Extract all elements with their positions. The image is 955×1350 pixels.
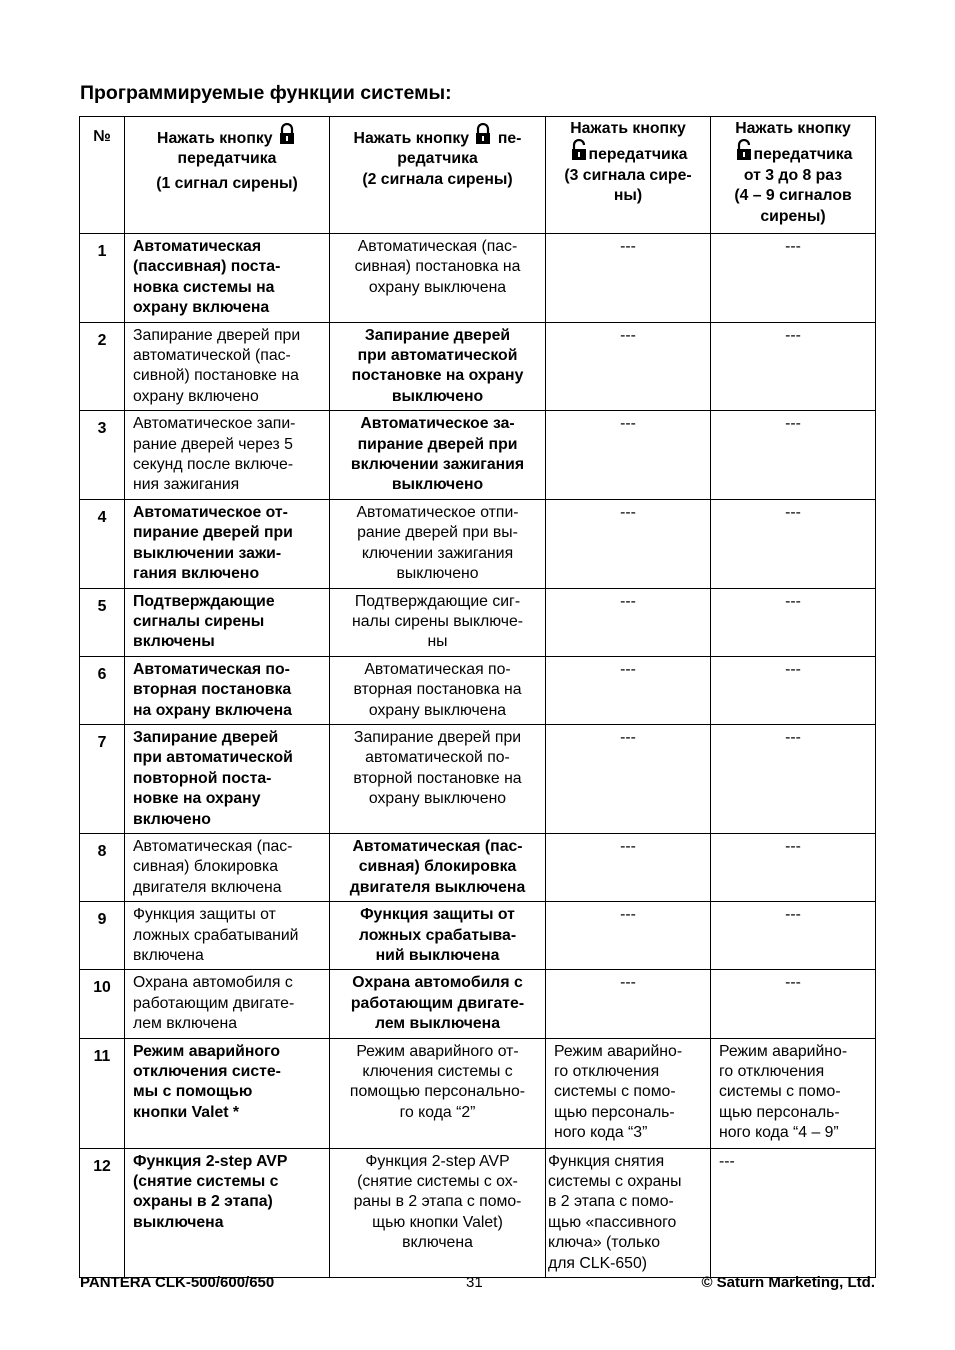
row-number: 3 (80, 411, 125, 500)
header-num: № (80, 117, 125, 234)
cell-two-signals: Автоматическое отпи- рание дверей при вы- ключении зажигания выключено (330, 499, 546, 588)
cell-four-nine-signals: --- (711, 833, 876, 901)
row-number: 6 (80, 656, 125, 724)
cell-four-nine-signals: --- (711, 322, 876, 411)
cell-one-signal: Запирание дверей при автоматической повторной поста- новке на охрану включено (125, 724, 330, 833)
header-col4: Нажать кнопку передатчика от 3 до 8 раз (4 – 9 сигналов сирены) (711, 117, 876, 234)
table-row (80, 499, 876, 588)
table-row (80, 588, 876, 656)
cell-one-signal: Функция 2-step AVP (снятие системы с охраны в 2 этапа) выключена (125, 1148, 330, 1277)
cell-three-signals: --- (546, 499, 711, 588)
page-number: 31 (466, 1274, 483, 1291)
row-number: 2 (80, 322, 125, 411)
cell-two-signals: Подтверждающие сиг- налы сирены выключе- ны (330, 588, 546, 656)
cell-three-signals: Режим аварийно- го отключения системы с помо- щью персональ- ного кода “3” (546, 1038, 711, 1148)
cell-two-signals: Охрана автомобиля с работающим двигате- лем выключена (330, 970, 546, 1038)
table-row (80, 1038, 876, 1148)
cell-two-signals: Автоматическая (пас- сивная) постановка на охрану выключена (330, 234, 546, 323)
cell-one-signal: Автоматическая по- вторная постановка на охрану включена (125, 656, 330, 724)
table-row (80, 411, 876, 500)
row-number: 10 (80, 970, 125, 1038)
cell-one-signal: Функция защиты от ложных срабатываний включена (125, 902, 330, 970)
table-row (80, 322, 876, 411)
cell-four-nine-signals: --- (711, 411, 876, 500)
cell-two-signals: Режим аварийного от- ключения системы с помощью персонально- го кода “2” (330, 1038, 546, 1148)
row-number: 12 (80, 1148, 125, 1277)
cell-three-signals: --- (546, 724, 711, 833)
table-row (80, 656, 876, 724)
cell-four-nine-signals: --- (711, 970, 876, 1038)
footer-product: PANTERA CLK-500/600/650 (80, 1274, 275, 1291)
table-row (80, 234, 876, 323)
cell-four-nine-signals: --- (711, 656, 876, 724)
row-number: 9 (80, 902, 125, 970)
lock-open-icon (736, 139, 752, 161)
header-col1: Нажать кнопку передатчика (1 сигнал сирены) (125, 117, 330, 234)
cell-four-nine-signals: --- (711, 1148, 876, 1277)
lock-closed-icon (475, 123, 491, 145)
page-title: Программируемые функции системы: (80, 82, 452, 104)
lock-closed-icon (279, 123, 295, 145)
cell-three-signals: --- (546, 234, 711, 323)
cell-four-nine-signals: --- (711, 724, 876, 833)
table-row (80, 902, 876, 970)
cell-four-nine-signals: --- (711, 588, 876, 656)
cell-one-signal: Автоматическое от- пирание дверей при выключении зажи- гания включено (125, 499, 330, 588)
cell-four-nine-signals: --- (711, 234, 876, 323)
cell-two-signals: Запирание дверей при автоматической постановке на охрану выключено (330, 322, 546, 411)
footer-copyright: © Saturn Marketing, Ltd. (701, 1274, 875, 1291)
cell-two-signals: Функция 2-step AVP (снятие системы с ох- раны в 2 этапа с помо- щью кнопки Valet) включена (330, 1148, 546, 1277)
cell-one-signal: Автоматическое запи- рание дверей через 5 секунд после включе- ния зажигания (125, 411, 330, 500)
functions-table (79, 116, 876, 1278)
row-number: 1 (80, 234, 125, 323)
cell-one-signal: Охрана автомобиля с работающим двигате- лем включена (125, 970, 330, 1038)
header-col3: Нажать кнопку передатчика (3 сигнала сире- ны) (546, 117, 711, 234)
table-row (80, 970, 876, 1038)
table-row (80, 724, 876, 833)
cell-three-signals: --- (546, 970, 711, 1038)
row-number: 5 (80, 588, 125, 656)
row-number: 4 (80, 499, 125, 588)
lock-open-icon (571, 139, 587, 161)
cell-three-signals: --- (546, 656, 711, 724)
cell-two-signals: Автоматическая (пас- сивная) блокировка двигателя выключена (330, 833, 546, 901)
cell-three-signals: --- (546, 322, 711, 411)
cell-one-signal: Запирание дверей при автоматической (пас- сивной) постановке на охрану включено (125, 322, 330, 411)
row-number: 7 (80, 724, 125, 833)
cell-two-signals: Автоматическая по- вторная постановка на охрану выключена (330, 656, 546, 724)
cell-two-signals: Автоматическое за- пирание дверей при включении зажигания выключено (330, 411, 546, 500)
cell-three-signals: Функция снятия системы с охраны в 2 этапа с помо- щью «пассивного ключа» (только для CLK-650) (546, 1148, 711, 1277)
cell-three-signals: --- (546, 833, 711, 901)
table-header-row (80, 117, 876, 234)
cell-one-signal: Автоматическая (пас- сивная) блокировка двигателя включена (125, 833, 330, 901)
cell-one-signal: Режим аварийного отключения систе- мы с помощью кнопки Valet * (125, 1038, 330, 1148)
cell-two-signals: Запирание дверей при автоматической по- вторной постановке на охрану выключено (330, 724, 546, 833)
cell-four-nine-signals: --- (711, 902, 876, 970)
cell-one-signal: Подтверждающие сигналы сирены включены (125, 588, 330, 656)
table-row (80, 833, 876, 901)
table-row (80, 1148, 876, 1277)
cell-three-signals: --- (546, 902, 711, 970)
row-number: 8 (80, 833, 125, 901)
cell-three-signals: --- (546, 588, 711, 656)
cell-four-nine-signals: Режим аварийно- го отключения системы с помо- щью персональ- ного кода “4 – 9” (711, 1038, 876, 1148)
cell-three-signals: --- (546, 411, 711, 500)
cell-one-signal: Автоматическая (пассивная) поста- новка системы на охрану включена (125, 234, 330, 323)
header-col2: Нажать кнопку пе- редатчика (2 сигнала сирены) (330, 117, 546, 234)
cell-four-nine-signals: --- (711, 499, 876, 588)
row-number: 11 (80, 1038, 125, 1148)
table-body (80, 234, 876, 1278)
cell-two-signals: Функция защиты от ложных срабатыва- ний выключена (330, 902, 546, 970)
